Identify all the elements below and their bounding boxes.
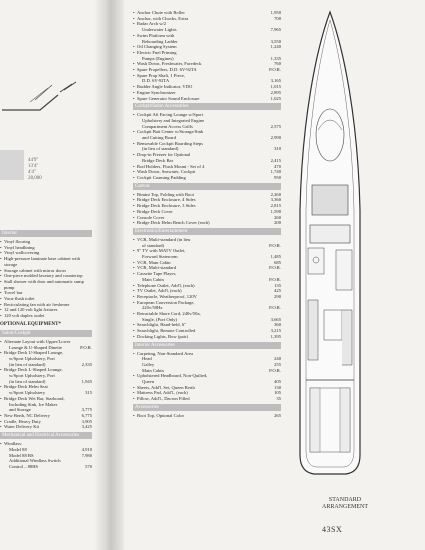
item-text: w/Sport Upholstery, Port bbox=[9, 373, 55, 379]
item-text: w/Sport Upholstery bbox=[9, 390, 46, 396]
item-text: Bridge Deck Wet Bar, Starboard, bbox=[4, 395, 65, 401]
item-price: P.O.R. bbox=[269, 305, 281, 311]
item-text: Bridge Deck Helm Seat bbox=[4, 384, 48, 390]
list-item: • Stall shower with door and automatic sump pump bbox=[0, 279, 92, 290]
list-item bbox=[133, 175, 281, 181]
item-price: 2,895 bbox=[270, 89, 281, 95]
item-price: P.O.R. bbox=[269, 276, 281, 282]
list-item bbox=[0, 464, 92, 470]
item-price: P.O.R. bbox=[269, 67, 281, 73]
item-text: New Berth, NC Delivery bbox=[4, 412, 50, 418]
list-item: • 12 and 120 volt light fixtures bbox=[0, 307, 92, 313]
item-text: Searchlight, Hand-held, 6" bbox=[137, 322, 187, 328]
item-price: 35 bbox=[276, 396, 281, 402]
list-item bbox=[0, 424, 92, 430]
galley bbox=[336, 250, 352, 290]
item-price: 685 bbox=[274, 259, 281, 265]
list-item bbox=[133, 413, 281, 419]
middle-column bbox=[133, 10, 281, 419]
item-text: Bridge Deck Enclosure, 3 Sides bbox=[137, 203, 196, 209]
item-price: 3,665 bbox=[270, 316, 281, 322]
list-item bbox=[133, 96, 281, 102]
item-price: 1,395 bbox=[270, 333, 281, 339]
item-price: 470 bbox=[274, 163, 281, 169]
list-item bbox=[133, 334, 281, 340]
item-price: P.O.R. bbox=[269, 265, 281, 271]
item-price: 1,240 bbox=[270, 44, 281, 50]
item-price: 405 bbox=[274, 379, 281, 385]
item-price: 3,775 bbox=[81, 407, 92, 413]
item-text: Drop-in Freezer for Optional bbox=[137, 152, 191, 158]
item-price: 3,550 bbox=[270, 38, 281, 44]
item-price: 1,015 bbox=[270, 84, 281, 90]
item-price: 360 bbox=[274, 322, 281, 328]
item-price: 130 bbox=[274, 384, 281, 390]
item-text: TV Outlet, Add'l, (each) bbox=[137, 288, 182, 294]
item-text: Cassette Tape Player, bbox=[137, 271, 177, 277]
item-text: VCR, Multi-standard (in lieu bbox=[137, 236, 191, 242]
item-price: 2,990 bbox=[270, 135, 281, 141]
item-text: European Conversion Package, bbox=[137, 299, 195, 305]
item-text: Anchor, with Chocks, Extra bbox=[137, 15, 189, 21]
list-item: • One-piece molded lavatory and countertop bbox=[0, 273, 92, 279]
list-item: • Vacu-flush toilet bbox=[0, 296, 92, 302]
item-text: Receptacle, Weatherproof, 120V bbox=[137, 293, 198, 299]
item-price: 950 bbox=[274, 174, 281, 180]
item-text: D.D. 6V-92TA bbox=[142, 78, 170, 84]
optional-equipment-heading: OPTIONAL EQUIPMENT* bbox=[0, 321, 61, 327]
item-price: P.O.R. bbox=[80, 344, 92, 350]
item-price: P.O.R. bbox=[269, 242, 281, 248]
head-compartment bbox=[308, 248, 324, 274]
grey-photo-block bbox=[0, 150, 24, 180]
item-text: Bimini Top, Folding with Boot bbox=[137, 191, 194, 197]
item-price: 265 bbox=[274, 412, 281, 418]
item-text: (in lieu of standard) bbox=[142, 146, 179, 152]
item-price: 760 bbox=[274, 61, 281, 67]
boat-floor-plan bbox=[296, 10, 364, 480]
item-price: 2,815 bbox=[270, 203, 281, 209]
item-text: Electric Fuel Priming bbox=[137, 49, 177, 55]
section-header: Interior Accessories bbox=[133, 342, 281, 349]
page-gutter bbox=[94, 0, 124, 550]
stats-list bbox=[28, 158, 48, 182]
section-header: Cockpit/Salon Accessories bbox=[133, 103, 281, 110]
item-text: Radar Arch w/2 bbox=[137, 21, 167, 27]
item-text: Cockpit Coaming Padding bbox=[137, 174, 186, 180]
item-text: Spare Prop Shaft, 1 Piece, bbox=[137, 72, 185, 78]
item-text: Rudder Angle Indicator, VDO bbox=[137, 84, 193, 90]
item-price: 200 bbox=[274, 220, 281, 226]
model-number: 43SX bbox=[322, 525, 343, 534]
item-text: Water Delivery Kit bbox=[4, 424, 40, 430]
item-price: 3,905 bbox=[81, 418, 92, 424]
item-text: Sheets, Add'l. Set, Queen Berth bbox=[137, 384, 195, 390]
item-price: 7,980 bbox=[81, 452, 92, 458]
item-text: and Storage bbox=[9, 407, 31, 413]
item-text: w/Sport Upholstery, Port bbox=[9, 355, 55, 361]
item-price: 315 bbox=[85, 390, 92, 396]
stat-value: 44'9" bbox=[28, 158, 39, 163]
stat-value: 28,000 bbox=[28, 176, 42, 181]
item-text: VCR, Multi-standard bbox=[137, 265, 177, 271]
item-text: Control – 88HS bbox=[9, 463, 39, 469]
item-price: 260 bbox=[274, 214, 281, 220]
item-text: Single, (Port Only) bbox=[142, 316, 178, 322]
item-text: Wash Down, Freshwater, Foredeck bbox=[137, 61, 202, 67]
item-text: Pumps (Engines) bbox=[142, 55, 174, 61]
item-text: 9" TV with MATV Outlet, bbox=[137, 248, 186, 254]
item-text: of standard) bbox=[142, 242, 165, 248]
item-text: Spare Propellers, D.D. 6V-92TA bbox=[137, 67, 197, 73]
item-price: 105 bbox=[274, 390, 281, 396]
item-text: VCR, Main Cabin bbox=[137, 259, 171, 265]
item-price: 310 bbox=[274, 146, 281, 152]
item-price: 570 bbox=[85, 463, 92, 469]
list-item: • Storage cabinet with mirror doors bbox=[0, 268, 92, 274]
item-text: Wash Down, Seawater, Cockpit bbox=[137, 169, 196, 175]
item-price: 1,485 bbox=[270, 254, 281, 260]
item-price: 3,360 bbox=[270, 197, 281, 203]
item-text: Including Sink, Ice Maker bbox=[9, 401, 58, 407]
item-text: Carpeting, Non-Standard Area bbox=[137, 350, 194, 356]
section-header: Salon/Cockpit bbox=[0, 330, 92, 337]
item-price: 1,025 bbox=[270, 95, 281, 101]
section-header: Interior bbox=[0, 230, 92, 237]
item-text: Bridge Deck Cover bbox=[137, 208, 173, 214]
item-text: Forward Stateroom bbox=[142, 254, 178, 260]
section-header: Electronics/Entertainment bbox=[133, 228, 281, 235]
item-text: Rod Holders, Flush Mount - Set of 4 bbox=[137, 163, 205, 169]
item-text: Anchor Chute with Roller bbox=[137, 10, 185, 15]
item-text: Main Cabin bbox=[142, 367, 164, 373]
item-text: Boot Top, Optional Color bbox=[137, 412, 185, 418]
item-text: Pillow, Add'l., Dacron Filled bbox=[137, 396, 190, 402]
item-text: Retractable Shore Cord, 240v/50a, bbox=[137, 311, 201, 317]
item-text: Console Cover bbox=[137, 214, 165, 220]
stat-value: 13'4" bbox=[28, 164, 39, 169]
list-item: • High-pressure laminate base cabinet with storage bbox=[0, 256, 92, 267]
item-text: and Cutting Board bbox=[142, 135, 176, 141]
item-text: Mattress Pad, Add'l., (each) bbox=[137, 390, 188, 396]
item-price: 2,335 bbox=[81, 361, 92, 367]
item-price: 700 bbox=[274, 15, 281, 21]
item-price: 3,215 bbox=[270, 328, 281, 334]
list-item: • Vinyl headlining bbox=[0, 245, 92, 251]
item-price: 3,425 bbox=[81, 424, 92, 430]
item-text: (in lieu of standard) bbox=[9, 378, 46, 384]
item-price: 290 bbox=[274, 293, 281, 299]
item-text: Bridge Deck L-Shaped Lounge, bbox=[4, 367, 63, 373]
item-price: 240 bbox=[274, 356, 281, 362]
stat-value: 4'4" bbox=[28, 170, 36, 175]
item-text: Queen bbox=[142, 379, 154, 385]
item-text: Windlass: bbox=[4, 441, 23, 447]
boat-sketch-graphic bbox=[0, 40, 95, 120]
caption-line: ARRANGEMENT bbox=[322, 504, 368, 510]
section-header: Canvas bbox=[133, 183, 281, 190]
item-price: 255 bbox=[274, 361, 281, 367]
item-text: Cockpit Bait Center w/Storage/Sink bbox=[137, 129, 204, 135]
list-item: • Towel bar bbox=[0, 290, 92, 296]
item-price: 1,945 bbox=[81, 378, 92, 384]
item-price: 3,165 bbox=[270, 78, 281, 84]
item-text: Bridge Deck Helm Bench Cover (each) bbox=[137, 220, 210, 226]
list-item: • Vinyl flooring bbox=[0, 239, 92, 245]
item-price: 1,950 bbox=[270, 10, 281, 15]
list-item: • Vinyl wallcovering bbox=[0, 250, 92, 256]
item-price: 1,590 bbox=[270, 208, 281, 214]
item-text: Bridge Deck Enclosure, 4 Sides bbox=[137, 197, 196, 203]
plan-caption bbox=[300, 497, 390, 511]
item-text: Telephone Outlet, Add'l, (each) bbox=[137, 282, 195, 288]
item-text: Underwater Lights bbox=[142, 27, 177, 33]
item-price: 7,965 bbox=[270, 27, 281, 33]
left-column bbox=[0, 228, 92, 470]
caption-line: STANDARD bbox=[328, 497, 362, 503]
item-text: Galley bbox=[142, 361, 155, 367]
item-text: Compartment Access Grills bbox=[142, 123, 193, 129]
item-text: Upholstered Headboard, Non-Quilted, bbox=[137, 373, 208, 379]
item-text: Alternate Layout with Upper/Lower bbox=[4, 338, 71, 344]
item-text: 220v/50Hz bbox=[142, 305, 163, 311]
item-text: Removable Cockpit Boarding Steps bbox=[137, 140, 203, 146]
item-text: Cradle, Heavy Duty bbox=[4, 418, 41, 424]
item-text: Docking Lights, Bow (pair) bbox=[137, 333, 189, 339]
item-text: Engine Synchronizer bbox=[137, 89, 176, 95]
item-text: Model 88 BS bbox=[9, 452, 34, 458]
list-item: • Recirculating fan with air freshener bbox=[0, 302, 92, 308]
item-price: 425 bbox=[274, 288, 281, 294]
list-item: • 120 volt duplex outlet bbox=[0, 313, 92, 319]
item-text: Cockpit Aft Facing Lounge w/Sport bbox=[137, 112, 204, 118]
section-header: Mechanical and Electrical Accessories bbox=[0, 432, 92, 439]
salon-settee bbox=[308, 300, 318, 360]
item-price: 135 bbox=[274, 282, 281, 288]
item-text: Bridge Deck Bar bbox=[142, 157, 174, 163]
item-text: Bridge Deck U-Shaped Lounge, bbox=[4, 350, 64, 356]
salon-dinette bbox=[342, 310, 352, 365]
item-price: 6,775 bbox=[81, 412, 92, 418]
list-item bbox=[133, 220, 281, 226]
item-text: Upholstery and Integrated Engine bbox=[142, 117, 205, 123]
helm-console bbox=[312, 185, 348, 215]
item-text: Searchlight, Remote Controlled bbox=[137, 328, 196, 334]
item-price: 1,740 bbox=[270, 169, 281, 175]
item-price: 1,335 bbox=[270, 55, 281, 61]
item-price: P.O.R. bbox=[269, 367, 281, 373]
item-text: Spare Generator Sound Enclosure bbox=[137, 95, 200, 101]
list-item bbox=[133, 396, 281, 402]
item-text: Oil Changing System bbox=[137, 44, 177, 50]
item-text: Additional Windlass Switch bbox=[9, 458, 61, 464]
item-text: Head bbox=[142, 356, 152, 362]
item-text: Lounge & U-Shaped Dinette bbox=[9, 344, 62, 350]
item-price: 2,415 bbox=[270, 157, 281, 163]
item-text: (in lieu of standard) bbox=[9, 361, 46, 367]
item-price: 2,260 bbox=[270, 191, 281, 197]
item-text: Main Cabin bbox=[142, 276, 164, 282]
item-price: 4,910 bbox=[81, 446, 92, 452]
item-text: Model 88 bbox=[9, 446, 27, 452]
item-price: 2,575 bbox=[270, 123, 281, 129]
item-text: Swim Platform with bbox=[137, 32, 175, 38]
section-header: Accessories bbox=[133, 404, 281, 411]
item-text: Reboarding Ladder bbox=[142, 38, 178, 44]
